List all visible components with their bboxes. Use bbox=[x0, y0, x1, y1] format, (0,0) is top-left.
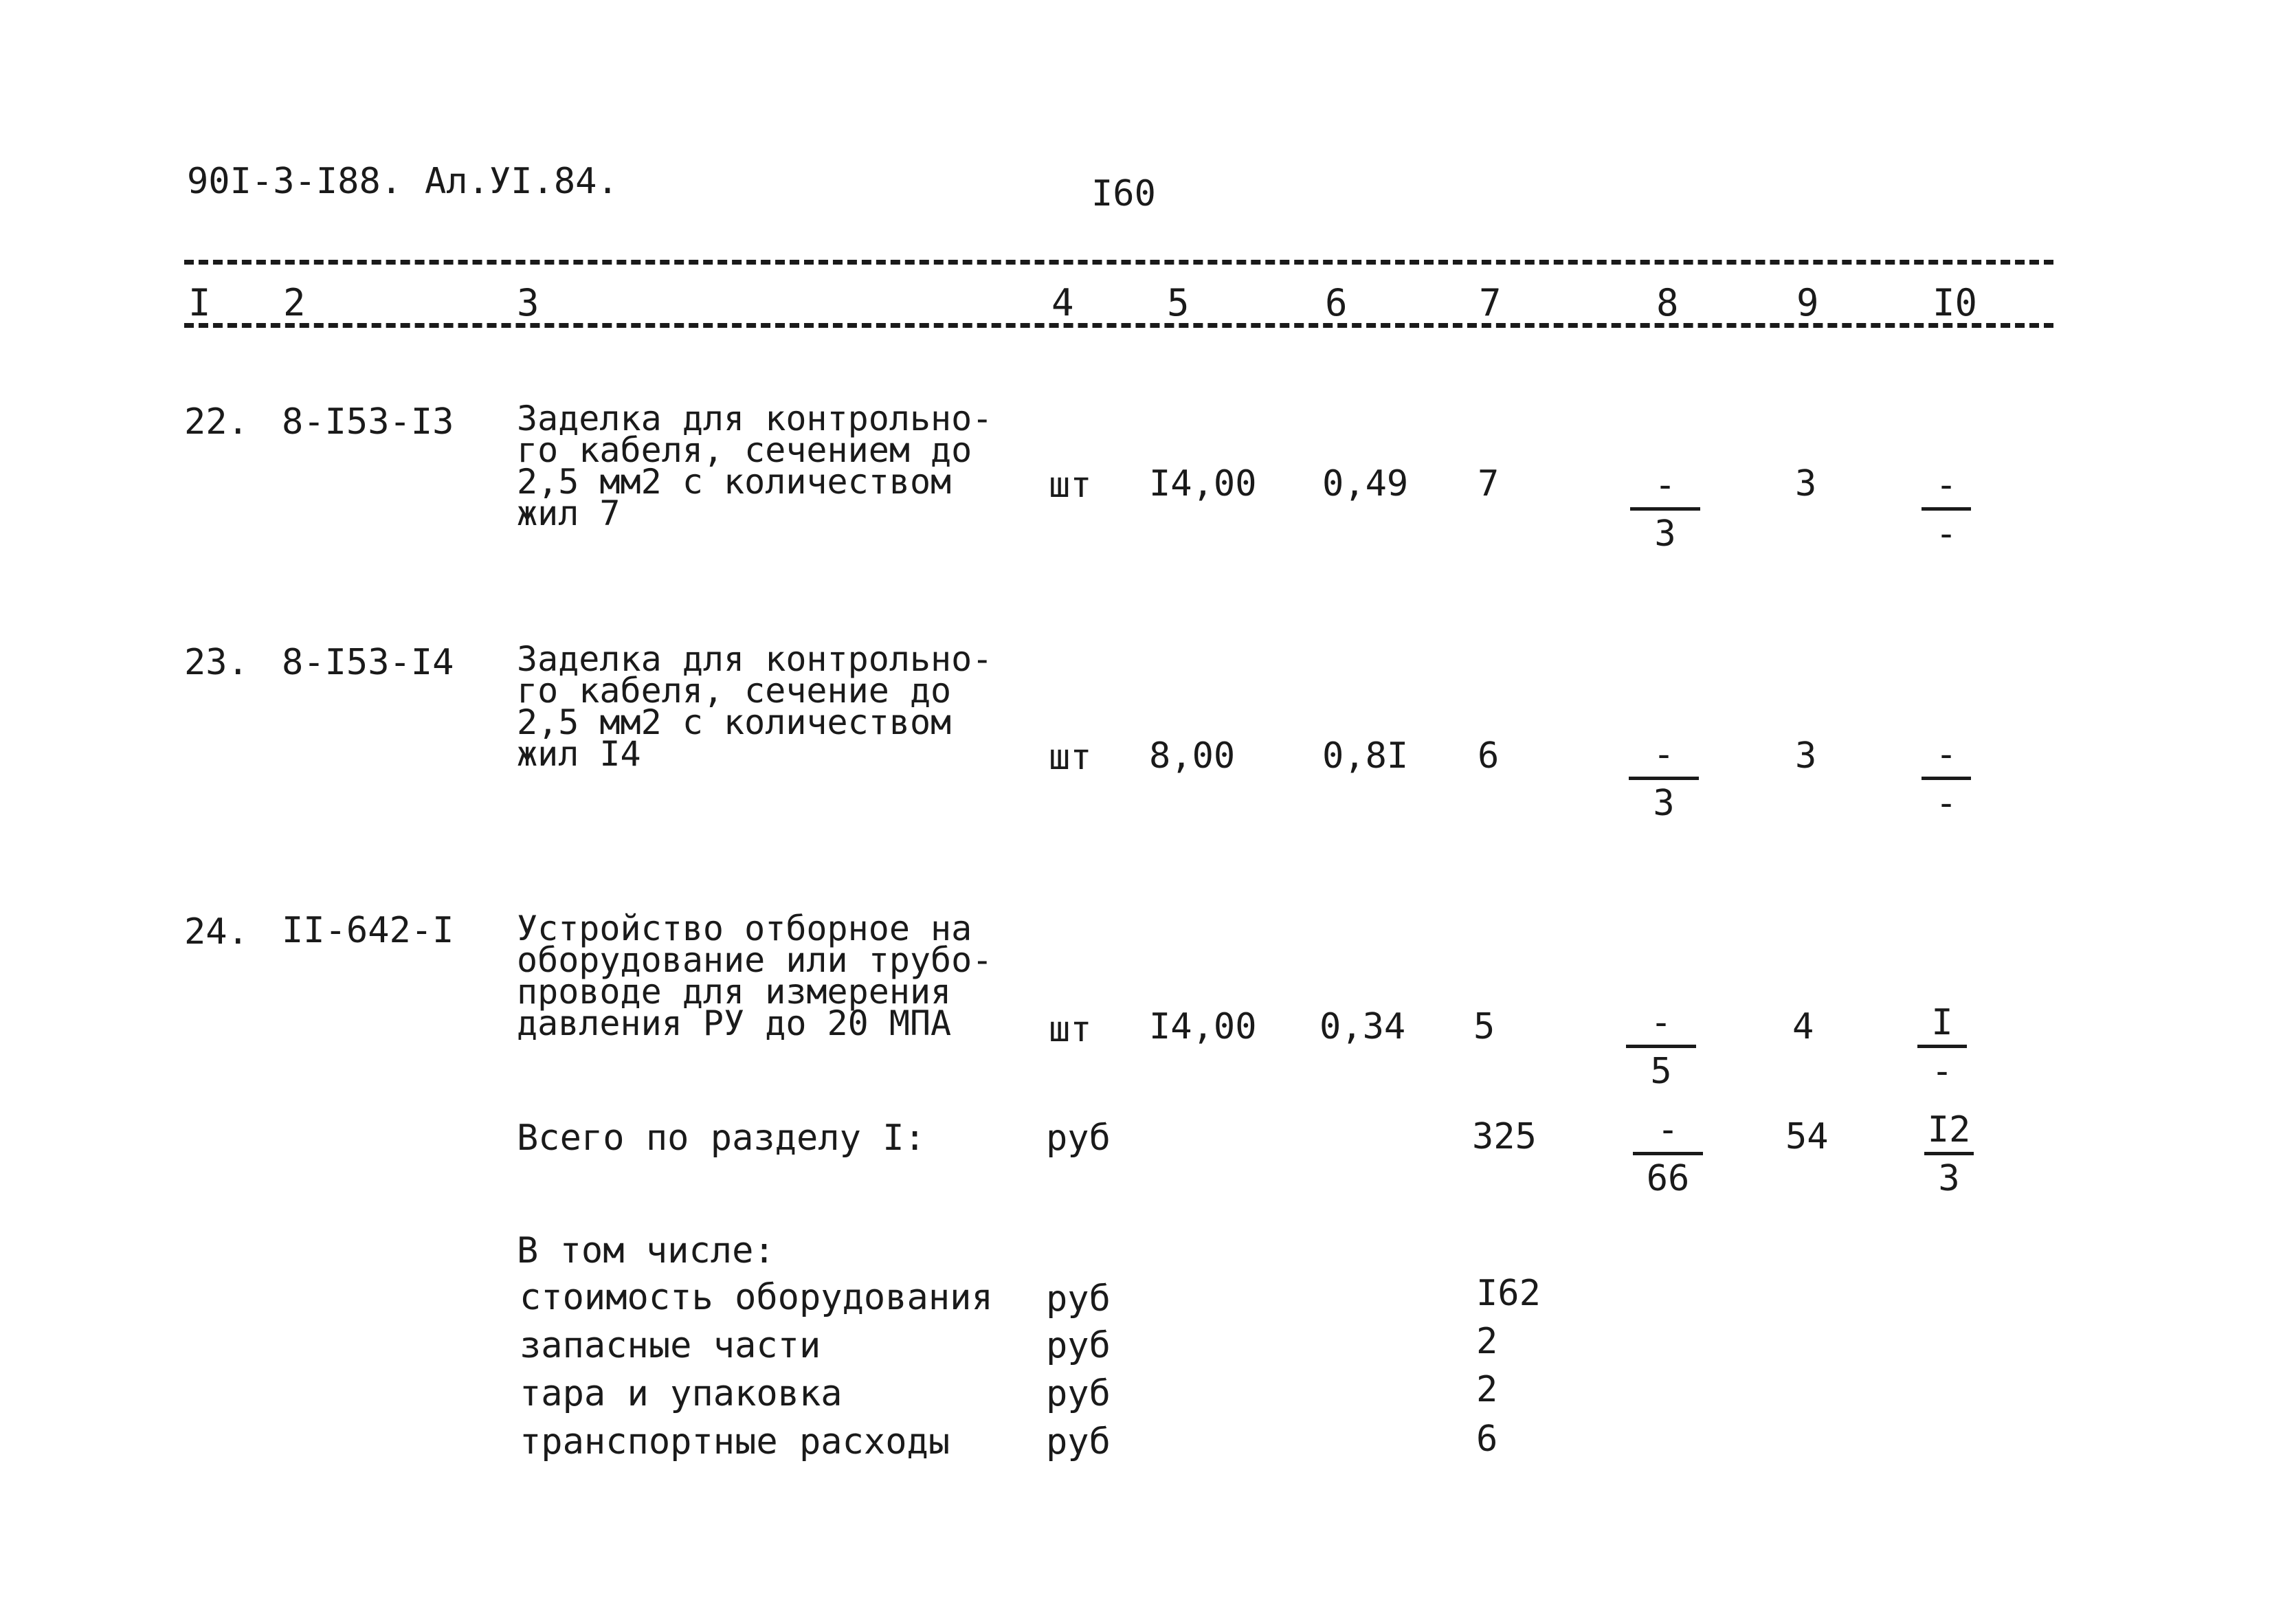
breakdown-value: 6 bbox=[1476, 1419, 1498, 1460]
breakdown-unit: руб bbox=[1046, 1421, 1111, 1462]
section-total-label: Всего по разделу I: bbox=[517, 1117, 926, 1159]
row-number: 24. bbox=[184, 911, 249, 953]
breakdown-unit: руб bbox=[1046, 1373, 1111, 1414]
breakdown-unit: руб bbox=[1046, 1278, 1111, 1320]
row-unit: шт bbox=[1049, 1009, 1092, 1050]
breakdown-label: стоимость оборудования bbox=[520, 1277, 993, 1318]
row-col10-fraction: I - bbox=[1915, 1005, 1970, 1089]
row-col10-fraction: - - bbox=[1919, 737, 1974, 821]
column-header-6: 6 bbox=[1325, 281, 1348, 324]
breakdown-title: В том числе: bbox=[517, 1230, 775, 1271]
column-header-2: 2 bbox=[283, 281, 306, 324]
breakdown-label: транспортные расходы bbox=[520, 1421, 950, 1462]
header-top-rule bbox=[184, 260, 2053, 265]
section-total-unit: руб bbox=[1046, 1117, 1111, 1159]
row-total: 7 bbox=[1478, 463, 1500, 504]
row-code: 8-I53-I4 bbox=[282, 642, 454, 683]
row-col9: 3 bbox=[1795, 463, 1817, 504]
breakdown-value: I62 bbox=[1476, 1273, 1541, 1314]
row-unit: шт bbox=[1049, 737, 1092, 778]
row-price: 0,49 bbox=[1322, 463, 1409, 504]
row-description: Заделка для контрольно- го кабеля, сечением до 2,5 мм2 с количеством жил 7 bbox=[517, 399, 993, 533]
row-quantity: I4,00 bbox=[1149, 1006, 1257, 1047]
section-total-value: 325 bbox=[1472, 1116, 1537, 1157]
breakdown-value: 2 bbox=[1476, 1321, 1498, 1362]
row-code: 8-I53-I3 bbox=[282, 401, 454, 443]
row-price: 0,8I bbox=[1322, 735, 1409, 777]
row-description: Заделка для контрольно- го кабеля, сечение до 2,5 мм2 с количеством жил I4 bbox=[517, 639, 993, 774]
row-quantity: 8,00 bbox=[1149, 735, 1236, 777]
breakdown-label: тара и упаковка bbox=[520, 1373, 843, 1414]
document-code: 90I-3-I88. bbox=[187, 161, 403, 202]
column-header-10: I0 bbox=[1933, 281, 1978, 324]
row-number: 23. bbox=[184, 642, 249, 683]
section-total-col10-fraction: I2 3 bbox=[1922, 1112, 1976, 1197]
album-code: Ал.УI.84. bbox=[425, 161, 619, 202]
column-header-9: 9 bbox=[1796, 281, 1819, 324]
row-unit: шт bbox=[1049, 465, 1092, 506]
row-col10-fraction: - - bbox=[1919, 467, 1974, 552]
column-header-3: 3 bbox=[517, 281, 539, 324]
row-number: 22. bbox=[184, 401, 249, 443]
page-number: I60 bbox=[1091, 173, 1156, 214]
row-total: 5 bbox=[1473, 1006, 1495, 1047]
column-header-5: 5 bbox=[1167, 281, 1190, 324]
section-total-col9: 54 bbox=[1785, 1116, 1829, 1157]
header-bottom-rule bbox=[184, 323, 2053, 328]
breakdown-unit: руб bbox=[1046, 1325, 1111, 1366]
column-header-8: 8 bbox=[1656, 281, 1679, 324]
row-col9: 3 bbox=[1795, 735, 1817, 777]
column-header-7: 7 bbox=[1479, 281, 1502, 324]
section-total-col8-fraction: - 66 bbox=[1630, 1112, 1706, 1197]
breakdown-label: запасные части bbox=[520, 1325, 821, 1366]
row-total: 6 bbox=[1478, 735, 1500, 777]
row-col8-fraction: - 3 bbox=[1627, 467, 1703, 552]
breakdown-value: 2 bbox=[1476, 1369, 1498, 1410]
row-code: II-642-I bbox=[282, 910, 454, 951]
column-header-1: I bbox=[188, 281, 211, 324]
row-description: Устройство отборное на оборудование или трубо- проводе для измерения давления РУ до 20 МПА bbox=[517, 909, 993, 1043]
row-quantity: I4,00 bbox=[1149, 463, 1257, 504]
row-price: 0,34 bbox=[1319, 1006, 1406, 1047]
row-col9: 4 bbox=[1792, 1006, 1814, 1047]
row-col8-fraction: - 3 bbox=[1626, 737, 1702, 821]
column-header-4: 4 bbox=[1051, 281, 1074, 324]
row-col8-fraction: - 5 bbox=[1623, 1005, 1699, 1089]
